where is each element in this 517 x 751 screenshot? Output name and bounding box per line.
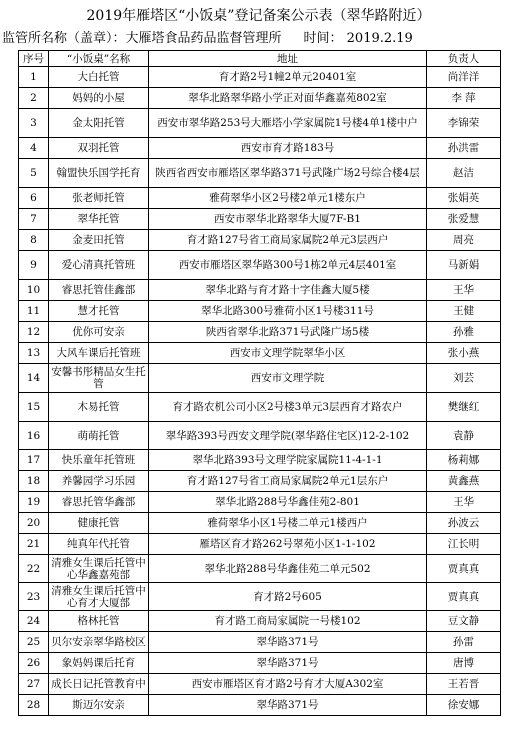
row-number: 24 bbox=[19, 611, 49, 632]
row-person: 江长明 bbox=[427, 534, 501, 555]
row-address: 翠华北路与育才路十字佳鑫大厦5楼 bbox=[149, 280, 427, 301]
table-row bbox=[19, 280, 501, 301]
row-name: 贝尔安亲翠华路校区 bbox=[49, 632, 149, 653]
row-address: 西安市雁塔区育才路2号育才大厦A302室 bbox=[149, 674, 427, 695]
row-person: 孙雷 bbox=[427, 632, 501, 653]
row-number: 25 bbox=[19, 632, 49, 653]
table-row bbox=[19, 209, 501, 230]
row-person: 唐博 bbox=[427, 653, 501, 674]
row-address: 育才路127号省工商局家属院2单元3层西户 bbox=[149, 230, 427, 251]
row-address: 翠华北路300号雅荷小区1号楼311号 bbox=[149, 301, 427, 322]
table-row bbox=[19, 159, 501, 188]
table-row bbox=[19, 230, 501, 251]
table-row bbox=[19, 583, 501, 611]
row-address: 雅荷翠华小区2号楼2单元1楼东户 bbox=[149, 188, 427, 209]
row-number: 1 bbox=[19, 67, 49, 88]
table-row bbox=[19, 450, 501, 471]
row-address: 陕西省西安市雁塔区翠华路371号武隆广场2号综合楼4层 bbox=[149, 159, 427, 188]
table-row bbox=[19, 67, 501, 88]
row-number: 7 bbox=[19, 209, 49, 230]
row-number: 27 bbox=[19, 674, 49, 695]
row-address: 育才路农机公司小区2号楼3单元3层西育才路农户 bbox=[149, 393, 427, 422]
row-address: 陕西省翠华北路371号武隆广场5楼 bbox=[149, 322, 427, 343]
row-address: 翠华北路288号华鑫佳苑2-801 bbox=[149, 492, 427, 513]
header-address: 地址 bbox=[149, 51, 427, 67]
row-address: 西安市雁塔区翠华路300号1栋2单元4层401室 bbox=[149, 251, 427, 280]
row-address: 西安市文理学院翠华小区 bbox=[149, 343, 427, 364]
table-row bbox=[19, 301, 501, 322]
table-row bbox=[19, 632, 501, 653]
page-title: 2019年雁塔区“小饭桌”登记备案公示表（翠华路附近） bbox=[86, 8, 431, 24]
row-person: 孙雅 bbox=[427, 322, 501, 343]
row-number: 14 bbox=[19, 364, 49, 393]
row-name: 睿思托管佳鑫部 bbox=[49, 280, 149, 301]
row-number: 20 bbox=[19, 513, 49, 534]
row-name: 快乐童年托管班 bbox=[49, 450, 149, 471]
row-address: 雁塔区育才路262号翠苑小区1-1-102 bbox=[149, 534, 427, 555]
row-number: 21 bbox=[19, 534, 49, 555]
row-person: 杨莉娜 bbox=[427, 450, 501, 471]
row-person: 周亮 bbox=[427, 230, 501, 251]
row-address: 翠华路371号 bbox=[149, 632, 427, 653]
table-header-row bbox=[19, 51, 501, 67]
row-name: 格林托管 bbox=[49, 611, 149, 632]
table-row bbox=[19, 513, 501, 534]
row-number: 26 bbox=[19, 653, 49, 674]
table-row bbox=[19, 471, 501, 492]
row-name: 妈妈的小屋 bbox=[49, 88, 149, 109]
row-number: 11 bbox=[19, 301, 49, 322]
row-name: 斯迈尔安亲 bbox=[49, 695, 149, 716]
table-row bbox=[19, 695, 501, 716]
row-name: 慧才托管 bbox=[49, 301, 149, 322]
row-number: 16 bbox=[19, 422, 49, 450]
row-number: 4 bbox=[19, 138, 49, 159]
row-person: 袁静 bbox=[427, 422, 501, 450]
row-address: 西安市文理学院 bbox=[149, 364, 427, 393]
row-number: 5 bbox=[19, 159, 49, 188]
row-person: 王华 bbox=[427, 492, 501, 513]
table-row bbox=[19, 555, 501, 583]
row-name: 翠华托管 bbox=[49, 209, 149, 230]
row-person: 豆文静 bbox=[427, 611, 501, 632]
row-person: 徐安娜 bbox=[427, 695, 501, 716]
row-name: 优你可安亲 bbox=[49, 322, 149, 343]
row-number: 6 bbox=[19, 188, 49, 209]
row-person: 张娟英 bbox=[427, 188, 501, 209]
row-address: 西安市育才路183号 bbox=[149, 138, 427, 159]
row-person: 贾真真 bbox=[427, 555, 501, 583]
row-person: 尚洋洋 bbox=[427, 67, 501, 88]
row-name: 安馨书彤精品女生托管 bbox=[49, 364, 149, 393]
row-name: 大白托管 bbox=[49, 67, 149, 88]
row-number: 3 bbox=[19, 109, 49, 138]
row-person: 张爱慧 bbox=[427, 209, 501, 230]
row-name: 金太阳托管 bbox=[49, 109, 149, 138]
row-address: 育才路2号605 bbox=[149, 583, 427, 611]
row-name: 养馨园学习乐园 bbox=[49, 471, 149, 492]
row-name: 健康托管 bbox=[49, 513, 149, 534]
row-name: 张老师托管 bbox=[49, 188, 149, 209]
row-address: 育才路工商局家属院一号楼102 bbox=[149, 611, 427, 632]
table-row bbox=[19, 138, 501, 159]
date-label: 时间： 2019.2.19 bbox=[303, 31, 413, 46]
row-person: 李锦荣 bbox=[427, 109, 501, 138]
row-address: 翠华北路288号华鑫佳苑二单元502 bbox=[149, 555, 427, 583]
row-number: 19 bbox=[19, 492, 49, 513]
row-number: 15 bbox=[19, 393, 49, 422]
table-row bbox=[19, 674, 501, 695]
row-number: 2 bbox=[19, 88, 49, 109]
row-address: 育才路2号1幢2单元20401室 bbox=[149, 67, 427, 88]
row-address: 西安市翠华北路翠华大厦7F-B1 bbox=[149, 209, 427, 230]
row-name: 木易托管 bbox=[49, 393, 149, 422]
table-row bbox=[19, 109, 501, 138]
row-person: 马新娟 bbox=[427, 251, 501, 280]
row-number: 10 bbox=[19, 280, 49, 301]
table-row bbox=[19, 393, 501, 422]
row-address: 雅荷翠华小区1号楼二单元1楼西户 bbox=[149, 513, 427, 534]
table-row bbox=[19, 364, 501, 393]
row-name: 成长日记托管教育中 bbox=[49, 674, 149, 695]
row-name: 清雅女生课后托管中心华鑫嘉苑部 bbox=[49, 555, 149, 583]
row-address: 西安市翠华路253号大雁塔小学家属院1号楼4单1楼中户 bbox=[149, 109, 427, 138]
row-name: 金麦田托管 bbox=[49, 230, 149, 251]
table-row bbox=[19, 492, 501, 513]
table-row bbox=[19, 188, 501, 209]
row-number: 22 bbox=[19, 555, 49, 583]
subtitle-line bbox=[2, 30, 515, 48]
header-no: 序号 bbox=[19, 51, 49, 67]
row-person: 孙波云 bbox=[427, 513, 501, 534]
authority-label: 监管所名称（盖章）：大雁塔食品药品监督管理所 bbox=[2, 31, 282, 46]
registry-table bbox=[18, 50, 501, 716]
table-row bbox=[19, 88, 501, 109]
table-row bbox=[19, 534, 501, 555]
row-person: 王健 bbox=[427, 301, 501, 322]
row-address: 翠华路393号西安文理学院(翠华路住宅区)12-2-102 bbox=[149, 422, 427, 450]
row-name: 翰盟快乐国学托育 bbox=[49, 159, 149, 188]
row-number: 13 bbox=[19, 343, 49, 364]
row-address: 翠华路371号 bbox=[149, 653, 427, 674]
row-person: 黄鑫燕 bbox=[427, 471, 501, 492]
row-number: 17 bbox=[19, 450, 49, 471]
row-address: 翠华北路393号文理学院家属院11-4-1-1 bbox=[149, 450, 427, 471]
row-person: 刘芸 bbox=[427, 364, 501, 393]
row-number: 23 bbox=[19, 583, 49, 611]
header-person: 负责人 bbox=[427, 51, 501, 67]
table-row bbox=[19, 611, 501, 632]
row-number: 18 bbox=[19, 471, 49, 492]
row-person: 赵洁 bbox=[427, 159, 501, 188]
header-name: “小饭桌”名称 bbox=[49, 51, 149, 67]
row-person: 孙洪雷 bbox=[427, 138, 501, 159]
row-person: 贾真真 bbox=[427, 583, 501, 611]
row-number: 12 bbox=[19, 322, 49, 343]
table-row bbox=[19, 422, 501, 450]
row-address: 翠华北路翠华路小学正对面华鑫嘉苑802室 bbox=[149, 88, 427, 109]
row-address: 育才路127号省工商局家属院2单元1层东户 bbox=[149, 471, 427, 492]
table-row bbox=[19, 251, 501, 280]
row-person: 李 萍 bbox=[427, 88, 501, 109]
row-address: 翠华路371号 bbox=[149, 695, 427, 716]
row-number: 9 bbox=[19, 251, 49, 280]
row-name: 萌萌托管 bbox=[49, 422, 149, 450]
row-person: 张小燕 bbox=[427, 343, 501, 364]
row-name: 爱心清真托管班 bbox=[49, 251, 149, 280]
row-name: 象妈妈课后托育 bbox=[49, 653, 149, 674]
row-person: 王若晋 bbox=[427, 674, 501, 695]
row-person: 王华 bbox=[427, 280, 501, 301]
row-name: 睿思托管华鑫部 bbox=[49, 492, 149, 513]
row-person: 樊继红 bbox=[427, 393, 501, 422]
row-name: 清雅女生课后托管中心育才大厦部 bbox=[49, 583, 149, 611]
row-name: 大风车课后托管班 bbox=[49, 343, 149, 364]
row-number: 28 bbox=[19, 695, 49, 716]
row-name: 纯真年代托管 bbox=[49, 534, 149, 555]
row-name: 双羽托管 bbox=[49, 138, 149, 159]
table-row bbox=[19, 322, 501, 343]
row-number: 8 bbox=[19, 230, 49, 251]
table-row bbox=[19, 343, 501, 364]
table-row bbox=[19, 653, 501, 674]
